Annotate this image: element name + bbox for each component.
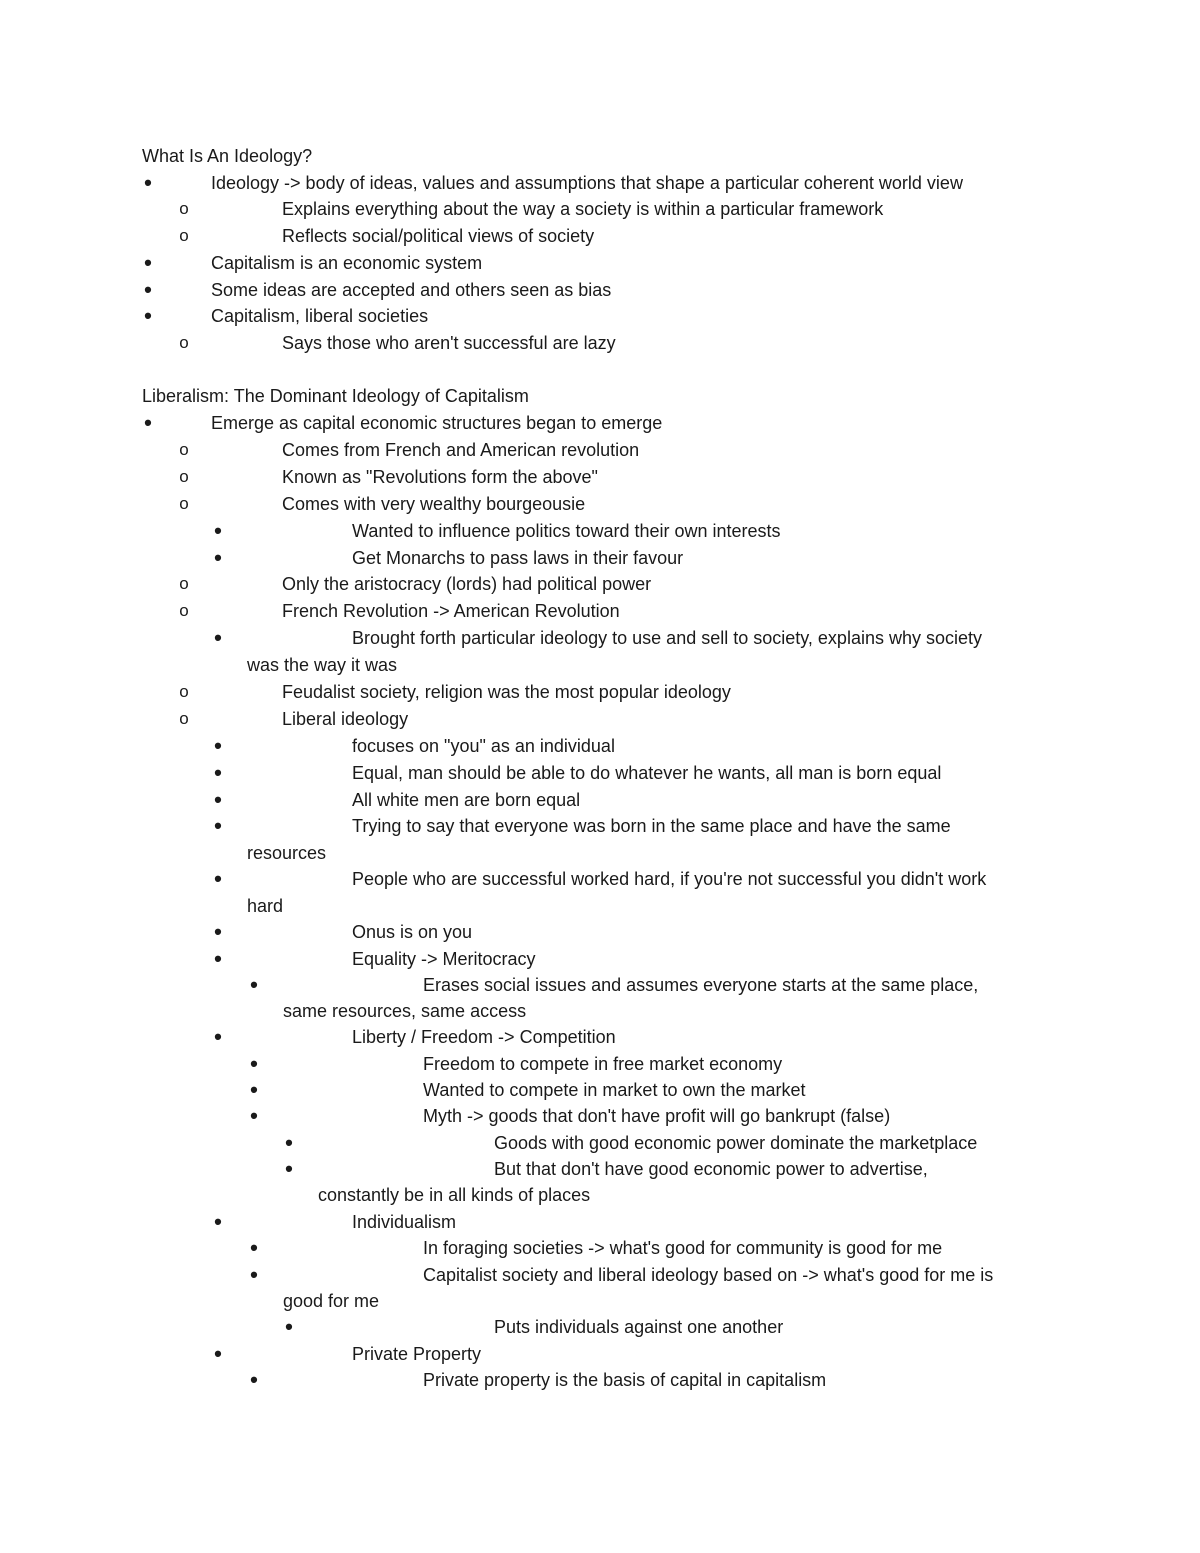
bullet-icon: • bbox=[214, 760, 222, 785]
bullet-icon: • bbox=[250, 1367, 258, 1392]
list-item-text: Emerge as capital economic structures began to emerge bbox=[211, 413, 663, 433]
list-item-text: Says those who aren't successful are lazy bbox=[282, 333, 616, 353]
list-item-text: Goods with good economic power dominate the marketplace bbox=[494, 1133, 978, 1153]
bullet-icon: • bbox=[144, 250, 152, 275]
bullet-icon: • bbox=[214, 625, 222, 650]
bullet-icon: • bbox=[144, 277, 152, 302]
list-item-text: Liberal ideology bbox=[282, 709, 409, 729]
heading-text: What Is An Ideology? bbox=[142, 146, 313, 166]
list-item-text: Equal, man should be able to do whatever he wants, all man is born equal bbox=[352, 763, 942, 783]
list-item-text: Liberty / Freedom -> Competition bbox=[352, 1027, 616, 1047]
circle-bullet-icon: o bbox=[179, 682, 189, 701]
bullet-icon: • bbox=[214, 919, 222, 944]
circle-bullet-icon: o bbox=[179, 226, 189, 245]
list-item-text: Individualism bbox=[352, 1212, 457, 1232]
bullet-icon: • bbox=[144, 303, 152, 328]
list-item-text: Myth -> goods that don't have profit will go bankrupt (false) bbox=[423, 1106, 891, 1126]
bullet-icon: • bbox=[214, 813, 222, 838]
list-item-text: Brought forth particular ideology to use and sell to society, explains why society bbox=[352, 628, 982, 648]
list-item-text: Erases social issues and assumes everyone starts at the same place, bbox=[423, 975, 979, 995]
bullet-icon: • bbox=[144, 170, 152, 195]
list-item-text: Comes with very wealthy bourgeousie bbox=[282, 494, 586, 514]
bullet-icon: • bbox=[214, 733, 222, 758]
circle-bullet-icon: o bbox=[179, 574, 189, 593]
heading-text: Liberalism: The Dominant Ideology of Capitalism bbox=[142, 386, 529, 406]
list-item-text: Feudalist society, religion was the most popular ideology bbox=[282, 682, 731, 702]
list-item-text: hard bbox=[247, 896, 284, 916]
list-item-text: Wanted to influence politics toward their own interests bbox=[352, 521, 781, 541]
list-item-text: All white men are born equal bbox=[352, 790, 581, 810]
list-item-text: Comes from French and American revolution bbox=[282, 440, 640, 460]
bullet-icon: • bbox=[250, 1103, 258, 1128]
list-item-text: resources bbox=[247, 843, 327, 863]
list-item-text: In foraging societies -> what's good for community is good for me bbox=[423, 1238, 943, 1258]
bullet-icon: • bbox=[214, 1341, 222, 1366]
list-item-text: same resources, same access bbox=[283, 1001, 527, 1021]
list-item-text: Ideology -> body of ideas, values and assumptions that shape a particular coherent world view bbox=[211, 173, 963, 193]
list-item-text: Private property is the basis of capital in capitalism bbox=[423, 1370, 827, 1390]
list-item-text: Capitalism, liberal societies bbox=[211, 306, 429, 326]
circle-bullet-icon: o bbox=[179, 601, 189, 620]
list-item-text: Wanted to compete in market to own the market bbox=[423, 1080, 806, 1100]
bullet-icon: • bbox=[250, 1262, 258, 1287]
circle-bullet-icon: o bbox=[179, 494, 189, 513]
bullet-icon: • bbox=[214, 787, 222, 812]
list-item-text: focuses on "you" as an individual bbox=[352, 736, 615, 756]
circle-bullet-icon: o bbox=[179, 199, 189, 218]
list-item-text: Capitalist society and liberal ideology based on -> what's good for me is bbox=[423, 1265, 994, 1285]
circle-bullet-icon: o bbox=[179, 709, 189, 728]
list-item-text: People who are successful worked hard, if you're not successful you didn't work bbox=[352, 869, 987, 889]
list-item-text: French Revolution -> American Revolution bbox=[282, 601, 620, 621]
list-item-text: Some ideas are accepted and others seen as bias bbox=[211, 280, 612, 300]
bullet-icon: • bbox=[214, 946, 222, 971]
list-item-text: Reflects social/political views of society bbox=[282, 226, 595, 246]
bullet-icon: • bbox=[250, 1077, 258, 1102]
bullet-icon: • bbox=[285, 1130, 293, 1155]
bullet-icon: • bbox=[214, 866, 222, 891]
list-item-text: Trying to say that everyone was born in the same place and have the same bbox=[352, 816, 951, 836]
bullet-icon: • bbox=[250, 1051, 258, 1076]
bullet-icon: • bbox=[250, 972, 258, 997]
circle-bullet-icon: o bbox=[179, 333, 189, 352]
list-item-text: Get Monarchs to pass laws in their favour bbox=[352, 548, 684, 568]
bullet-icon: • bbox=[250, 1235, 258, 1260]
list-item-text: But that don't have good economic power to advertise, bbox=[494, 1159, 928, 1179]
list-item-text: Private Property bbox=[352, 1344, 482, 1364]
list-item-text: Equality -> Meritocracy bbox=[352, 949, 536, 969]
bullet-icon: • bbox=[214, 1024, 222, 1049]
circle-bullet-icon: o bbox=[179, 467, 189, 486]
bullet-icon: • bbox=[214, 545, 222, 570]
list-item-text: Onus is on you bbox=[352, 922, 473, 942]
list-item-text: was the way it was bbox=[247, 655, 398, 675]
bullet-icon: • bbox=[214, 1209, 222, 1234]
list-item-text: good for me bbox=[283, 1291, 380, 1311]
bullet-icon: • bbox=[285, 1314, 293, 1339]
bullet-icon: • bbox=[214, 518, 222, 543]
circle-bullet-icon: o bbox=[179, 440, 189, 459]
bullet-icon: • bbox=[285, 1156, 293, 1181]
list-item-text: Known as "Revolutions form the above" bbox=[282, 467, 598, 487]
list-item-text: constantly be in all kinds of places bbox=[318, 1185, 591, 1205]
list-item-text: Capitalism is an economic system bbox=[211, 253, 483, 273]
list-item-text: Freedom to compete in free market economy bbox=[423, 1054, 783, 1074]
list-item-text: Puts individuals against one another bbox=[494, 1317, 784, 1337]
list-item-text: Explains everything about the way a society is within a particular framework bbox=[282, 199, 884, 219]
bullet-icon: • bbox=[144, 410, 152, 435]
list-item-text: Only the aristocracy (lords) had political power bbox=[282, 574, 652, 594]
